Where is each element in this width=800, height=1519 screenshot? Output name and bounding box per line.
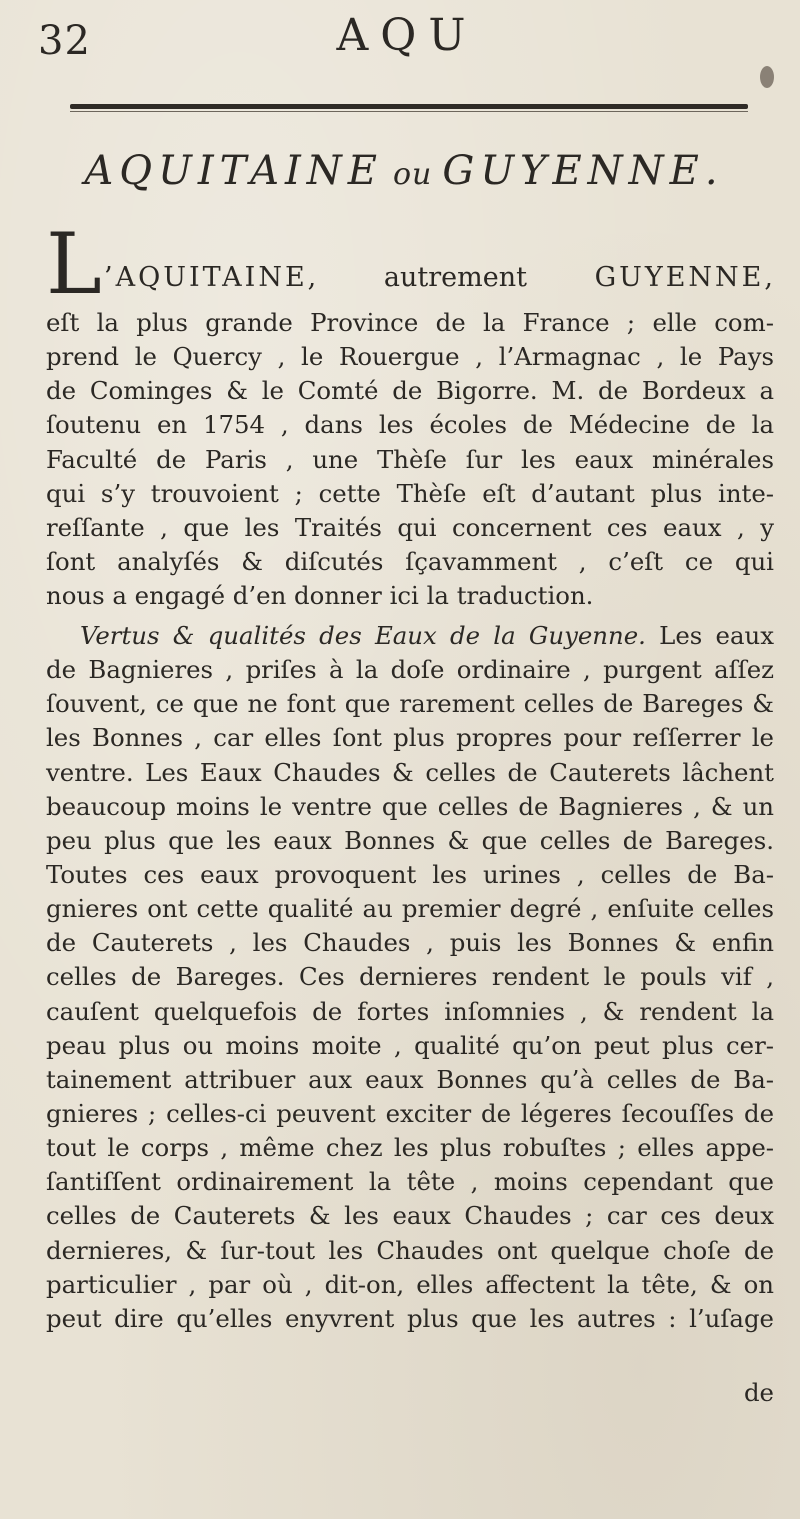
- paragraph-1: [46, 306, 774, 613]
- text-line: ventre. Les Eaux Chaudes & celles de Cauterets lâchent: [46, 757, 774, 787]
- text-line: celles de Bareges. Ces dernieres rendent le pouls vif ,: [46, 962, 774, 992]
- text-line: Faculté de Paris , une Thèſe ſur les eaux minérales: [46, 444, 774, 474]
- ink-spot-decoration: [760, 66, 774, 88]
- text-line: cauſent quelquefois de fortes inſomnies , & rendent la: [46, 996, 774, 1026]
- header-rule: [70, 104, 748, 109]
- paragraph-2-italic-lead: Vertus & qualités des Eaux de la Guyenne.: [80, 621, 646, 650]
- text-line: qui s’y trouvoient ; cette Thèſe eſt d’autant plus inte-: [46, 478, 774, 508]
- text-line: les Bonnes , car elles ſont plus propres pour reſſerrer le: [46, 723, 774, 753]
- text-line: peu plus que les eaux Bonnes & que celles de Bareges.: [46, 825, 774, 855]
- text-line: de Cauterets , les Chaudes , puis les Bonnes & enfin: [46, 928, 774, 958]
- text-line: prend le Quercy , le Rouergue , l’Armagnac , le Pays: [46, 342, 774, 372]
- running-head: AQU: [336, 10, 478, 61]
- opening-word-autrement: , autrement: [307, 262, 527, 293]
- text-line: beaucoup moins le ventre que celles de Bagnieres , & un: [46, 791, 774, 821]
- opening-line: [46, 215, 776, 313]
- text-line: [46, 619, 774, 653]
- opening-word-aquitaine: ’AQUITAINE: [104, 262, 308, 293]
- text-line: ſantiſſent ordinairement la tête , moins cependant que: [46, 1167, 774, 1197]
- text-line: de Cominges & le Comté de Bigorre. M. de Bordeux a: [46, 376, 774, 406]
- drop-cap: L: [46, 215, 102, 313]
- text-line: celles de Cauterets & les eaux Chaudes ; car ces deux: [46, 1201, 774, 1231]
- text-line: peau plus ou moins moite , qualité qu’on peut plus cer-: [46, 1030, 774, 1060]
- text-line: nous a engagé d’en donner ici la traduction.: [46, 581, 594, 611]
- text-line: tout le corps , même chez les plus robuſtes ; elles appe-: [46, 1133, 774, 1163]
- text-line: ſouvent, ce que ne font que rarement celles de Bareges &: [46, 689, 774, 719]
- text-line: ſoutenu en 1754 , dans les écoles de Médecine de la: [46, 410, 774, 440]
- catchword: de: [743, 1378, 774, 1407]
- section-title: [0, 148, 800, 194]
- text-line: reſſante , que les Traités qui concernent ces eaux , y: [46, 512, 774, 542]
- text-line: particulier , par où , dit-on, elles affectent la tête, & on: [46, 1269, 774, 1299]
- text-line: peut dire qu’elles enyvrent plus que les autres : l’uſage: [46, 1303, 774, 1333]
- opening-text: [104, 258, 776, 298]
- text-line: gnieres ont cette qualité au premier degré , enſuite celles: [46, 894, 774, 924]
- page-number: 32: [38, 18, 91, 64]
- paragraph-2-lead-rest: Les eaux: [659, 621, 774, 650]
- text-line: Toutes ces eaux provoquent les urines , celles de Ba-: [46, 859, 774, 889]
- section-title-part1: AQUITAINE: [84, 148, 383, 194]
- section-title-part2: GUYENNE.: [442, 148, 724, 194]
- text-line: dernieres, & ſur-tout les Chaudes ont quelque choſe de: [46, 1235, 774, 1265]
- text-line: de Bagnieres , priſes à la doſe ordinaire , purgent aſſez: [46, 655, 774, 685]
- text-line: eſt la plus grande Province de la France ; elle com-: [46, 308, 774, 337]
- text-line: ſont analyſés & diſcutés ſçavamment , c’eſt ce qui: [46, 546, 774, 576]
- text-line: tainement attribuer aux eaux Bonnes qu’à celles de Ba-: [46, 1064, 774, 1094]
- opening-word-guyenne: GUYENNE,: [594, 262, 776, 293]
- paragraph-2: [46, 619, 774, 1336]
- section-title-connector: ou: [393, 157, 433, 192]
- text-line: gnieres ; celles-ci peuvent exciter de légeres ſecouſſes de: [46, 1098, 774, 1128]
- header-rule-thin: [70, 111, 748, 112]
